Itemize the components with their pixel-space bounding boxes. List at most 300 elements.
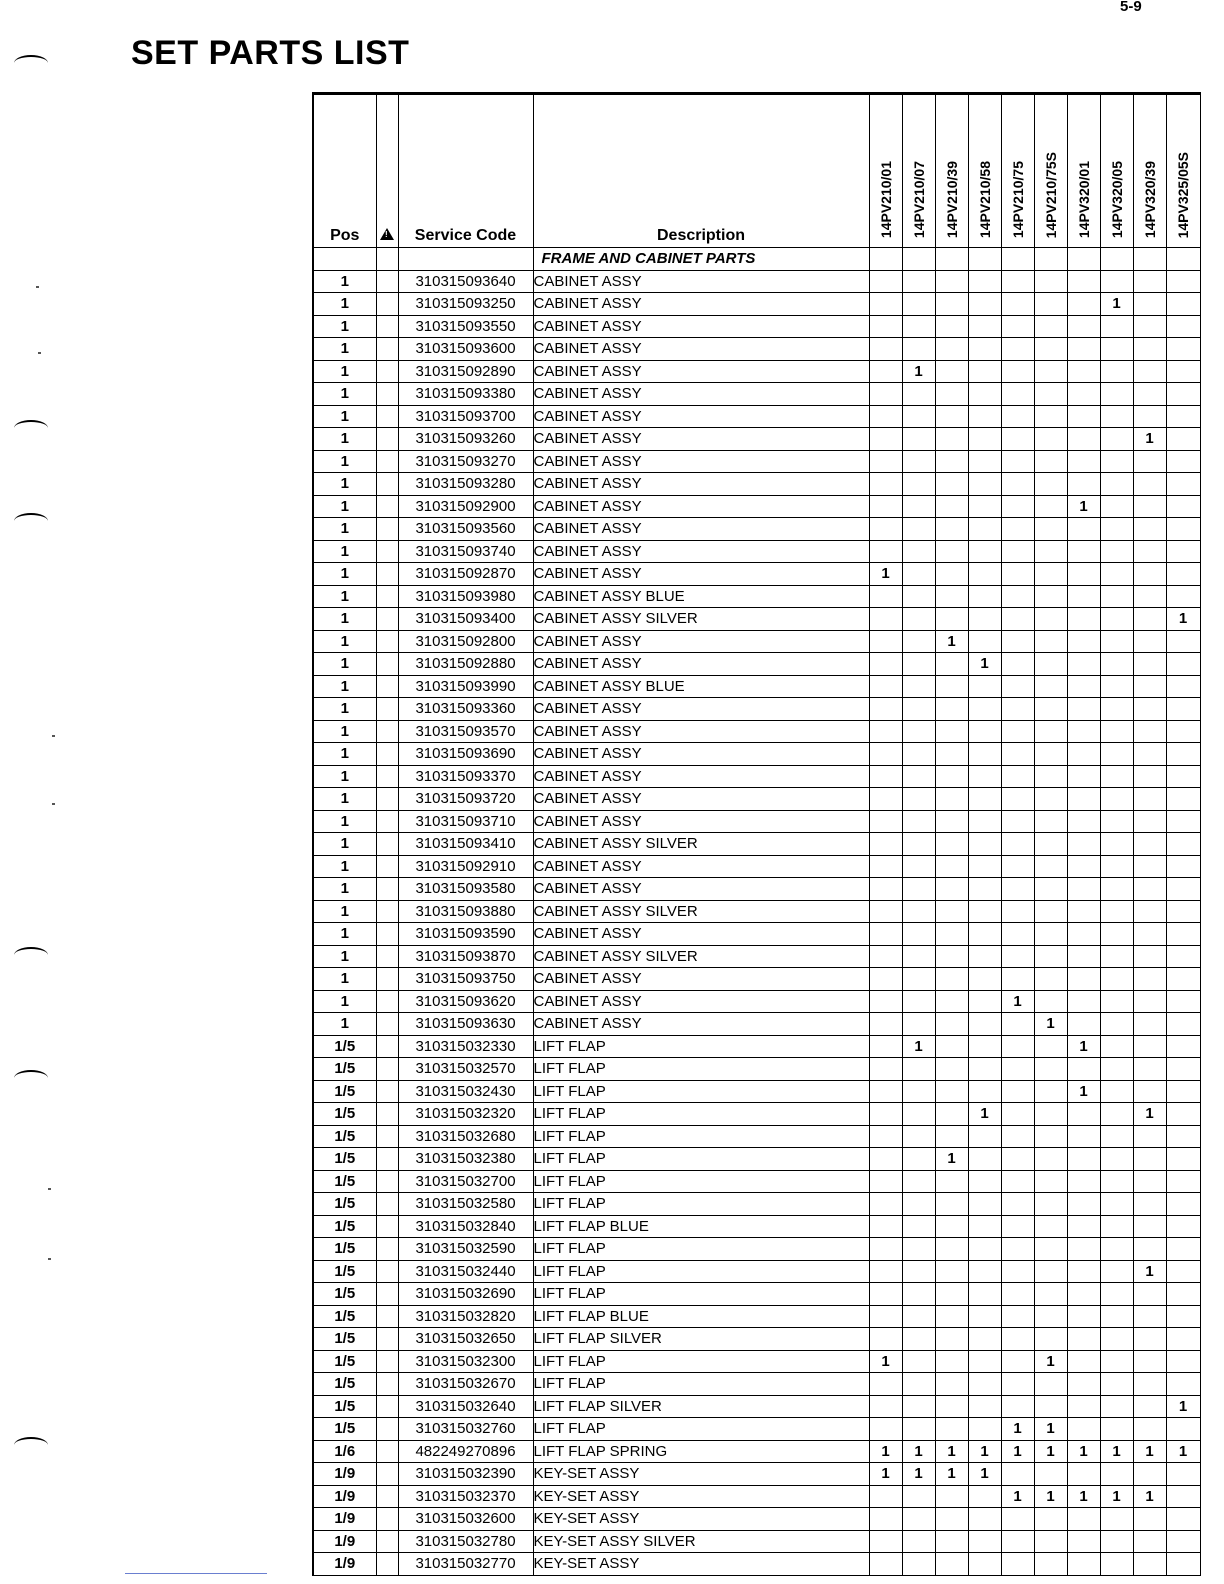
- quantity-cell: [1067, 428, 1100, 451]
- pos-cell: 1/5: [313, 1170, 376, 1193]
- service-code-cell: 310315032430: [398, 1080, 533, 1103]
- quantity-cell: [1067, 810, 1100, 833]
- service-code-cell: [398, 248, 533, 271]
- quantity-cell: [935, 1103, 968, 1126]
- quantity-cell: [1133, 360, 1166, 383]
- service-code-cell: 310315093740: [398, 540, 533, 563]
- quantity-cell: [1001, 1148, 1034, 1171]
- quantity-cell: [902, 900, 935, 923]
- quantity-cell: [935, 1260, 968, 1283]
- quantity-cell: [869, 585, 902, 608]
- quantity-cell: 1: [869, 1350, 902, 1373]
- quantity-cell: [968, 315, 1001, 338]
- pos-cell: 1: [313, 990, 376, 1013]
- description-cell: LIFT FLAP SPRING: [533, 1440, 869, 1463]
- quantity-cell: [1001, 360, 1034, 383]
- quantity-cell: [1166, 1418, 1200, 1441]
- quantity-cell: [1067, 765, 1100, 788]
- safety-cell: [376, 360, 398, 383]
- description-cell: CABINET ASSY: [533, 743, 869, 766]
- service-code-cell: 310315032780: [398, 1530, 533, 1553]
- quantity-cell: [968, 1125, 1001, 1148]
- quantity-cell: [1001, 675, 1034, 698]
- margin-dot: [36, 286, 39, 288]
- column-header-safety: [376, 94, 398, 248]
- quantity-cell: [1001, 945, 1034, 968]
- quantity-cell: [1001, 405, 1034, 428]
- column-header-model: 14PV210/75S: [1034, 94, 1067, 248]
- quantity-cell: [902, 293, 935, 316]
- safety-cell: [376, 1328, 398, 1351]
- quantity-cell: [968, 518, 1001, 541]
- quantity-cell: [935, 900, 968, 923]
- quantity-cell: [968, 608, 1001, 631]
- quantity-cell: 1: [1067, 1035, 1100, 1058]
- quantity-cell: [1166, 1328, 1200, 1351]
- service-code-cell: 310315093270: [398, 450, 533, 473]
- description-cell: CABINET ASSY: [533, 630, 869, 653]
- pos-cell: 1: [313, 428, 376, 451]
- quantity-cell: [869, 473, 902, 496]
- pos-cell: 1: [313, 833, 376, 856]
- quantity-cell: [968, 810, 1001, 833]
- quantity-cell: [1166, 383, 1200, 406]
- quantity-cell: [1133, 923, 1166, 946]
- quantity-cell: [1034, 698, 1067, 721]
- quantity-cell: [902, 720, 935, 743]
- safety-cell: [376, 675, 398, 698]
- safety-cell: [376, 968, 398, 991]
- table-row: [313, 495, 1200, 518]
- pos-cell: 1: [313, 585, 376, 608]
- pos-cell: 1/5: [313, 1103, 376, 1126]
- quantity-cell: [968, 1170, 1001, 1193]
- quantity-cell: [869, 1508, 902, 1531]
- quantity-cell: [902, 945, 935, 968]
- quantity-cell: [1001, 1395, 1034, 1418]
- quantity-cell: 1: [935, 1148, 968, 1171]
- quantity-cell: [1100, 1193, 1133, 1216]
- quantity-cell: [1067, 540, 1100, 563]
- service-code-cell: 310315032320: [398, 1103, 533, 1126]
- quantity-cell: 1: [902, 360, 935, 383]
- quantity-cell: [1133, 338, 1166, 361]
- pos-cell: 1/5: [313, 1373, 376, 1396]
- quantity-cell: [1133, 1373, 1166, 1396]
- safety-cell: [376, 563, 398, 586]
- quantity-cell: [1133, 675, 1166, 698]
- quantity-cell: [1100, 698, 1133, 721]
- pos-cell: 1: [313, 293, 376, 316]
- quantity-cell: [1166, 1260, 1200, 1283]
- quantity-cell: [1100, 900, 1133, 923]
- quantity-cell: [1166, 293, 1200, 316]
- quantity-cell: [1133, 1553, 1166, 1576]
- quantity-cell: 1: [1034, 1350, 1067, 1373]
- table-row: [313, 900, 1200, 923]
- quantity-cell: [1034, 405, 1067, 428]
- quantity-cell: [1067, 563, 1100, 586]
- description-cell: LIFT FLAP: [533, 1035, 869, 1058]
- quantity-cell: [968, 248, 1001, 271]
- quantity-cell: [1034, 765, 1067, 788]
- quantity-cell: [869, 1553, 902, 1576]
- table-row: [313, 1125, 1200, 1148]
- quantity-cell: [1100, 1058, 1133, 1081]
- quantity-cell: [935, 1305, 968, 1328]
- quantity-cell: [902, 495, 935, 518]
- quantity-cell: 1: [869, 1440, 902, 1463]
- quantity-cell: [1034, 1125, 1067, 1148]
- quantity-cell: [1166, 810, 1200, 833]
- pos-cell: 1: [313, 405, 376, 428]
- safety-cell: [376, 248, 398, 271]
- table-row: [313, 338, 1200, 361]
- pos-cell: 1: [313, 1013, 376, 1036]
- quantity-cell: [1034, 585, 1067, 608]
- service-code-cell: 310315093250: [398, 293, 533, 316]
- quantity-cell: [1100, 1283, 1133, 1306]
- quantity-cell: [1133, 833, 1166, 856]
- quantity-cell: [935, 675, 968, 698]
- quantity-cell: [935, 563, 968, 586]
- quantity-cell: [1034, 270, 1067, 293]
- quantity-cell: [1034, 720, 1067, 743]
- safety-cell: [376, 338, 398, 361]
- quantity-cell: [869, 923, 902, 946]
- margin-mark: [14, 420, 48, 436]
- quantity-cell: [902, 405, 935, 428]
- quantity-cell: [935, 1238, 968, 1261]
- safety-cell: [376, 1193, 398, 1216]
- page-title: SET PARTS LIST: [131, 34, 410, 72]
- description-cell: CABINET ASSY: [533, 968, 869, 991]
- quantity-cell: [935, 653, 968, 676]
- quantity-cell: [935, 293, 968, 316]
- service-code-cell: 310315032300: [398, 1350, 533, 1373]
- pos-cell: 1/5: [313, 1148, 376, 1171]
- description-cell: KEY-SET ASSY SILVER: [533, 1530, 869, 1553]
- quantity-cell: [1067, 720, 1100, 743]
- column-header-description: Description: [533, 94, 869, 248]
- table-row: [313, 1553, 1200, 1576]
- quantity-cell: [935, 1508, 968, 1531]
- quantity-cell: [902, 1260, 935, 1283]
- service-code-cell: 310315032370: [398, 1485, 533, 1508]
- safety-cell: [376, 495, 398, 518]
- quantity-cell: [1100, 1395, 1133, 1418]
- quantity-cell: [902, 450, 935, 473]
- pos-cell: 1/5: [313, 1305, 376, 1328]
- pos-cell: 1: [313, 743, 376, 766]
- description-cell: KEY-SET ASSY: [533, 1508, 869, 1531]
- quantity-cell: [1034, 540, 1067, 563]
- quantity-cell: 1: [968, 1440, 1001, 1463]
- quantity-cell: [935, 878, 968, 901]
- table-row: [313, 1170, 1200, 1193]
- safety-cell: [376, 1170, 398, 1193]
- quantity-cell: [869, 698, 902, 721]
- section-header-row: [313, 248, 1200, 271]
- quantity-cell: [1100, 1305, 1133, 1328]
- safety-cell: [376, 1350, 398, 1373]
- quantity-cell: [1133, 383, 1166, 406]
- quantity-cell: [935, 810, 968, 833]
- service-code-cell: 310315092880: [398, 653, 533, 676]
- quantity-cell: [869, 900, 902, 923]
- quantity-cell: [1166, 1035, 1200, 1058]
- quantity-cell: [1001, 630, 1034, 653]
- description-cell: LIFT FLAP: [533, 1103, 869, 1126]
- quantity-cell: [1034, 788, 1067, 811]
- quantity-cell: [1100, 405, 1133, 428]
- pos-cell: 1: [313, 270, 376, 293]
- quantity-cell: [1133, 1463, 1166, 1486]
- quantity-cell: 1: [1001, 1440, 1034, 1463]
- quantity-cell: [1100, 1170, 1133, 1193]
- service-code-cell: 310315093700: [398, 405, 533, 428]
- quantity-cell: [968, 900, 1001, 923]
- safety-cell: [376, 270, 398, 293]
- description-cell: CABINET ASSY: [533, 315, 869, 338]
- quantity-cell: [1034, 315, 1067, 338]
- table-row: [313, 653, 1200, 676]
- quantity-cell: [869, 1395, 902, 1418]
- service-code-cell: 310315032650: [398, 1328, 533, 1351]
- column-header-model: 14PV210/01: [869, 94, 902, 248]
- quantity-cell: [968, 405, 1001, 428]
- quantity-cell: [1067, 1260, 1100, 1283]
- safety-cell: [376, 293, 398, 316]
- service-code-cell: 310315093580: [398, 878, 533, 901]
- safety-cell: [376, 1485, 398, 1508]
- service-code-cell: 310315032760: [398, 1418, 533, 1441]
- margin-mark: [14, 513, 48, 529]
- safety-cell: [376, 698, 398, 721]
- service-code-cell: 310315032770: [398, 1553, 533, 1576]
- safety-cell: [376, 473, 398, 496]
- table-row: [313, 855, 1200, 878]
- quantity-cell: [1100, 675, 1133, 698]
- pos-cell: 1/9: [313, 1485, 376, 1508]
- quantity-cell: [902, 675, 935, 698]
- quantity-cell: [1034, 1103, 1067, 1126]
- safety-cell: [376, 923, 398, 946]
- quantity-cell: [902, 1058, 935, 1081]
- quantity-cell: [1067, 630, 1100, 653]
- table-row: [313, 608, 1200, 631]
- quantity-cell: [968, 765, 1001, 788]
- description-cell: CABINET ASSY SILVER: [533, 608, 869, 631]
- pos-cell: [313, 248, 376, 271]
- pos-cell: 1: [313, 788, 376, 811]
- quantity-cell: [935, 968, 968, 991]
- quantity-cell: 1: [935, 1440, 968, 1463]
- quantity-cell: [1001, 1260, 1034, 1283]
- quantity-cell: [1166, 1373, 1200, 1396]
- quantity-cell: [869, 855, 902, 878]
- quantity-cell: [869, 338, 902, 361]
- quantity-cell: [869, 1305, 902, 1328]
- quantity-cell: [1133, 653, 1166, 676]
- margin-dot: [48, 1258, 51, 1260]
- quantity-cell: [1133, 810, 1166, 833]
- table-row: [313, 293, 1200, 316]
- quantity-cell: [1100, 473, 1133, 496]
- quantity-cell: [1034, 990, 1067, 1013]
- column-header-model: 14PV210/58: [968, 94, 1001, 248]
- quantity-cell: [1001, 428, 1034, 451]
- quantity-cell: [1133, 1170, 1166, 1193]
- table-row: [313, 810, 1200, 833]
- quantity-cell: [1034, 923, 1067, 946]
- quantity-cell: [902, 518, 935, 541]
- description-cell: LIFT FLAP: [533, 1193, 869, 1216]
- quantity-cell: [1001, 1463, 1034, 1486]
- quantity-cell: [935, 1035, 968, 1058]
- quantity-cell: [1100, 450, 1133, 473]
- quantity-cell: [1133, 743, 1166, 766]
- quantity-cell: [1001, 585, 1034, 608]
- quantity-cell: [1166, 1215, 1200, 1238]
- quantity-cell: [1133, 293, 1166, 316]
- quantity-cell: [869, 1058, 902, 1081]
- quantity-cell: 1: [902, 1440, 935, 1463]
- quantity-cell: [1166, 248, 1200, 271]
- quantity-cell: [1133, 1350, 1166, 1373]
- quantity-cell: [902, 338, 935, 361]
- quantity-cell: [1100, 518, 1133, 541]
- description-cell: CABINET ASSY: [533, 518, 869, 541]
- quantity-cell: [1001, 900, 1034, 923]
- quantity-cell: [935, 1530, 968, 1553]
- quantity-cell: [869, 1328, 902, 1351]
- table-row: [313, 1035, 1200, 1058]
- pos-cell: 1: [313, 653, 376, 676]
- quantity-cell: [1001, 1035, 1034, 1058]
- quantity-cell: [1001, 653, 1034, 676]
- quantity-cell: [1100, 1418, 1133, 1441]
- column-header-service-code: Service Code: [398, 94, 533, 248]
- table-row: [313, 720, 1200, 743]
- quantity-cell: [1100, 1215, 1133, 1238]
- quantity-cell: [968, 1485, 1001, 1508]
- safety-cell: [376, 1283, 398, 1306]
- pos-cell: 1: [313, 810, 376, 833]
- table-row: [313, 968, 1200, 991]
- quantity-cell: [902, 765, 935, 788]
- quantity-cell: [1133, 608, 1166, 631]
- quantity-cell: [1133, 1058, 1166, 1081]
- quantity-cell: [1034, 383, 1067, 406]
- quantity-cell: [935, 765, 968, 788]
- service-code-cell: 310315093400: [398, 608, 533, 631]
- quantity-cell: [968, 270, 1001, 293]
- quantity-cell: [1034, 473, 1067, 496]
- quantity-cell: [1034, 360, 1067, 383]
- description-cell: CABINET ASSY SILVER: [533, 833, 869, 856]
- service-code-cell: 310315093690: [398, 743, 533, 766]
- quantity-cell: [1034, 630, 1067, 653]
- quantity-cell: [1100, 383, 1133, 406]
- quantity-cell: [1166, 990, 1200, 1013]
- quantity-cell: [935, 855, 968, 878]
- description-cell: CABINET ASSY: [533, 855, 869, 878]
- quantity-cell: [1067, 1418, 1100, 1441]
- quantity-cell: [1034, 1283, 1067, 1306]
- quantity-cell: [1100, 338, 1133, 361]
- quantity-cell: [902, 315, 935, 338]
- table-row: [313, 743, 1200, 766]
- safety-cell: [376, 788, 398, 811]
- pos-cell: 1/9: [313, 1463, 376, 1486]
- description-cell: CABINET ASSY: [533, 765, 869, 788]
- description-cell: KEY-SET ASSY: [533, 1553, 869, 1576]
- quantity-cell: [869, 270, 902, 293]
- quantity-cell: 1: [1100, 1440, 1133, 1463]
- quantity-cell: [1001, 1350, 1034, 1373]
- quantity-cell: [1034, 495, 1067, 518]
- quantity-cell: [1166, 698, 1200, 721]
- description-cell: CABINET ASSY: [533, 720, 869, 743]
- quantity-cell: [1067, 293, 1100, 316]
- description-cell: CABINET ASSY: [533, 383, 869, 406]
- safety-cell: [376, 1530, 398, 1553]
- table-row: [313, 1440, 1200, 1463]
- quantity-cell: [1133, 1418, 1166, 1441]
- pos-cell: 1: [313, 450, 376, 473]
- quantity-cell: [968, 1013, 1001, 1036]
- quantity-cell: [1001, 1530, 1034, 1553]
- quantity-cell: [1067, 990, 1100, 1013]
- quantity-cell: [968, 743, 1001, 766]
- quantity-cell: [968, 1035, 1001, 1058]
- quantity-cell: [902, 1215, 935, 1238]
- table-row: [313, 1305, 1200, 1328]
- quantity-cell: [1133, 1035, 1166, 1058]
- safety-cell: [376, 855, 398, 878]
- margin-mark: [14, 1070, 48, 1086]
- quantity-cell: [1067, 383, 1100, 406]
- quantity-cell: [902, 1553, 935, 1576]
- pos-cell: 1: [313, 608, 376, 631]
- quantity-cell: [1166, 968, 1200, 991]
- quantity-cell: 1: [1133, 1485, 1166, 1508]
- quantity-cell: [1034, 945, 1067, 968]
- quantity-cell: [1067, 1103, 1100, 1126]
- quantity-cell: [1133, 473, 1166, 496]
- quantity-cell: [902, 1238, 935, 1261]
- quantity-cell: [902, 878, 935, 901]
- quantity-cell: [935, 1170, 968, 1193]
- quantity-cell: [869, 1013, 902, 1036]
- quantity-cell: [1100, 360, 1133, 383]
- pos-cell: 1/5: [313, 1283, 376, 1306]
- table-row: [313, 585, 1200, 608]
- quantity-cell: [869, 1283, 902, 1306]
- quantity-cell: [968, 923, 1001, 946]
- quantity-cell: [1133, 563, 1166, 586]
- quantity-cell: [968, 855, 1001, 878]
- quantity-cell: [1166, 1013, 1200, 1036]
- quantity-cell: 1: [1034, 1440, 1067, 1463]
- quantity-cell: [1067, 968, 1100, 991]
- quantity-cell: [902, 1373, 935, 1396]
- margin-dot: [48, 1188, 51, 1190]
- quantity-cell: 1: [1100, 293, 1133, 316]
- quantity-cell: 1: [1166, 608, 1200, 631]
- quantity-cell: [1133, 248, 1166, 271]
